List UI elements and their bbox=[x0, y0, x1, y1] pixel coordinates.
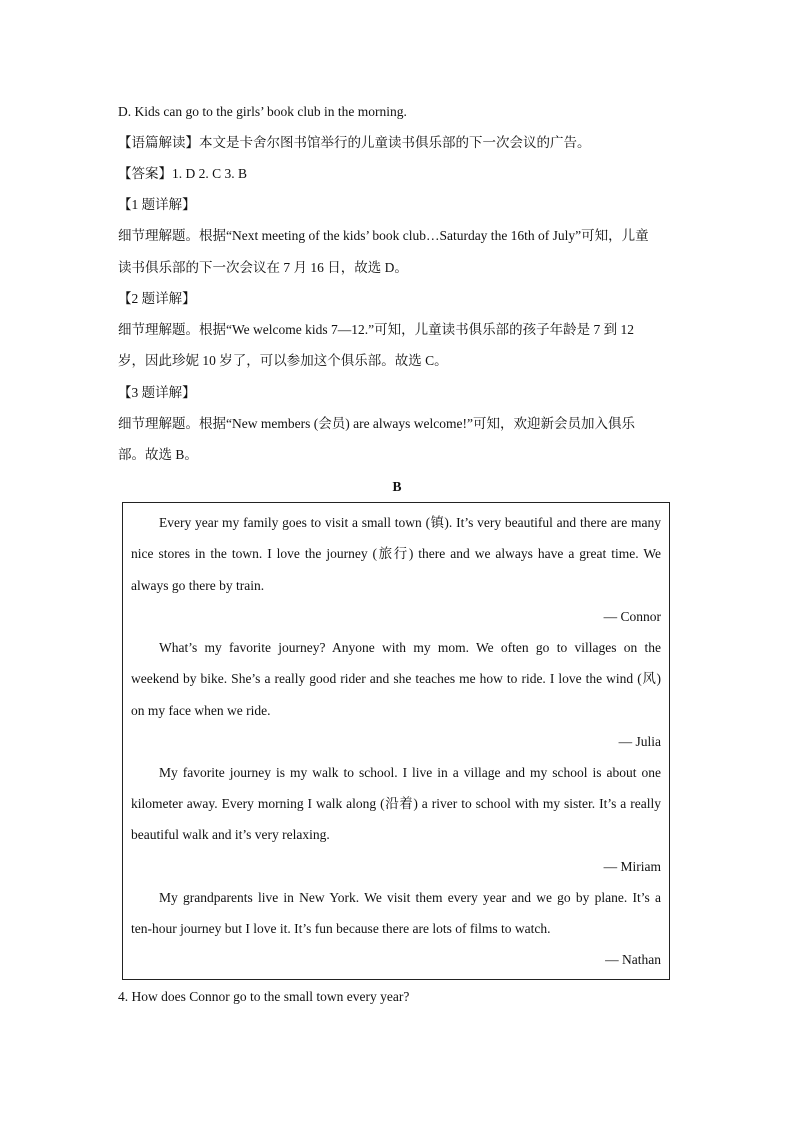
nathan-signature: — Nathan bbox=[605, 952, 661, 967]
miriam-signature: — Miriam bbox=[603, 859, 661, 874]
section-title: B bbox=[392, 479, 402, 494]
q2-explanation-line-2: 岁，因此珍妮 10 岁了，可以参加这个俱乐部。故选 C。 bbox=[118, 353, 448, 368]
julia-line-3: on my face when we ride. bbox=[131, 703, 271, 718]
q1-explanation-line-2: 读书俱乐部的下一次会议在 7 月 16 日，故选 D。 bbox=[118, 260, 408, 275]
miriam-line-3: beautiful walk and it’s very relaxing. bbox=[131, 827, 330, 842]
reading-passage-box bbox=[122, 502, 670, 980]
miriam-line-2: kilometer away. Every morning I walk along (沿着) a river to school with my sister. It’s a really bbox=[131, 796, 661, 811]
q3-heading: 【3 题详解】 bbox=[118, 385, 196, 400]
julia-line-1: What’s my favorite journey? Anyone with my mom. We often go to villages on the bbox=[159, 640, 661, 655]
nathan-line-2: ten-hour journey but I love it. It’s fun because there are lots of films to watch. bbox=[131, 921, 551, 936]
q3-explanation-line-2: 部。故选 B。 bbox=[118, 447, 198, 462]
option-d-text: D. Kids can go to the girls’ book club in the morning. bbox=[118, 104, 407, 119]
julia-line-2: weekend by bike. She’s a really good rider and she teaches me how to ride. I love the wind (风) bbox=[131, 671, 661, 686]
connor-line-3: always go there by train. bbox=[131, 578, 265, 593]
q2-explanation-line-1: 细节理解题。根据“We welcome kids 7—12.”可知，儿童读书俱乐部的孩子年龄是 7 到 12 bbox=[118, 322, 634, 337]
nathan-line-1: My grandparents live in New York. We visit them every year and we go by plane. It’s a bbox=[159, 890, 661, 905]
miriam-line-1: My favorite journey is my walk to school. I live in a village and my school is about one bbox=[159, 765, 661, 780]
question-4: 4. How does Connor go to the small town every year? bbox=[118, 989, 410, 1004]
connor-line-2: nice stores in the town. I love the journey (旅行) there and we always have a great time. We bbox=[131, 546, 661, 561]
q1-explanation-line-1: 细节理解题。根据“Next meeting of the kids’ book club…Saturday the 16th of July”可知，儿童 bbox=[118, 228, 649, 243]
connor-line-1: Every year my family goes to visit a small town (镇). It’s very beautiful and there are many bbox=[159, 515, 661, 530]
q2-heading: 【2 题详解】 bbox=[118, 291, 196, 306]
q3-explanation-line-1: 细节理解题。根据“New members (会员) are always welcome!”可知，欢迎新会员加入俱乐 bbox=[118, 416, 636, 431]
q1-heading: 【1 题详解】 bbox=[118, 197, 196, 212]
julia-signature: — Julia bbox=[618, 734, 661, 749]
answer-key: 【答案】1. D 2. C 3. B bbox=[118, 166, 248, 181]
connor-signature: — Connor bbox=[603, 609, 661, 624]
passage-summary: 【语篇解读】本文是卡舍尔图书馆举行的儿童读书俱乐部的下一次会议的广告。 bbox=[118, 135, 591, 150]
